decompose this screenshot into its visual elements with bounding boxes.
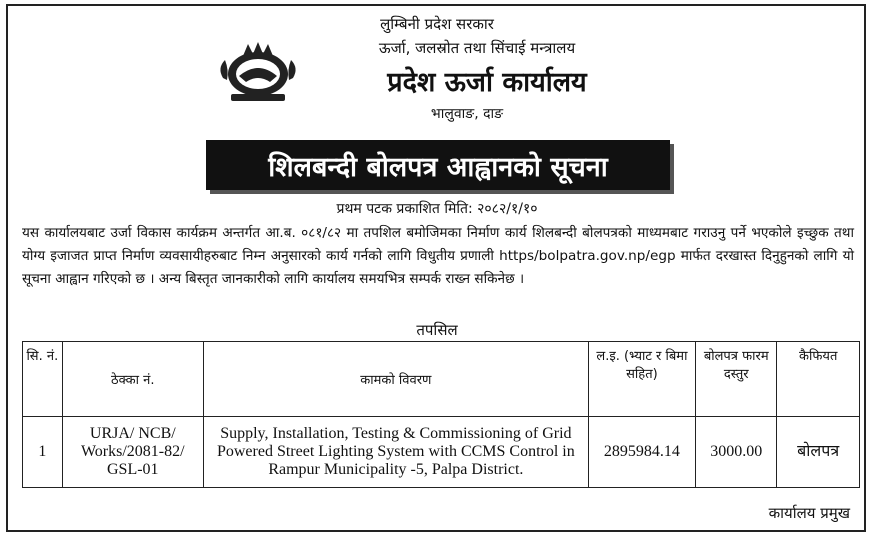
signature-office-chief: कार्यालय प्रमुख [768, 504, 850, 522]
notice-body: यस कार्यालयबाट उर्जा विकास कार्यक्रम अन्तर्गत आ.ब. ०८१/८२ मा तपशिल बमोजिमका निर्माण कार्य शिलबन्दी बोलपत्रको माध्यमबाट गराउनु पर्ने भएकोले इच्छुक तथा योग्य इजाजत प्राप्त निर्माण व्यवसायीहरुबाट निम्न अनुसारको कार्य गर्नको लागि विधुतीय प्रणाली https/bolpatra.gov.np/egp मार्फत दरखास्त दिनुहुनको लागि यो सूचना आह्वान गरिएको छ । अन्य बिस्तृत जानकारीको लागि कार्यालय समयभित्र सम्पर्क राख्न सकिनेछ । [22, 225, 854, 287]
table-row [23, 417, 860, 488]
notice-title: शिलबन्दी बोलपत्र आह्वानको सूचना [268, 151, 608, 183]
table-caption: तपसिल [416, 321, 458, 339]
header-contract-no: ठेक्का नं. [62, 342, 203, 417]
bid-details-table [22, 341, 860, 488]
header-form-fee: बोलपत्र फारम दस्तुर [696, 342, 777, 417]
cell-cost: 2895984.14 [588, 417, 695, 488]
cell-contract-no: URJA/ NCB/ Works/2081-82/ GSL-01 [62, 417, 203, 488]
cell-form-fee: 3000.00 [696, 417, 777, 488]
publication-date: प्रथम पटक प्रकाशित मिति: २०८२/१/१० [336, 201, 538, 217]
government-name: लुम्बिनी प्रदेश सरकार [380, 15, 494, 33]
office-location: भालुवाङ, दाङ [430, 106, 504, 122]
notice-title-banner [206, 140, 670, 190]
header-sn: सि. नं. [23, 342, 63, 417]
header-description: कामको विवरण [203, 342, 588, 417]
cell-remarks: बोलपत्र [777, 417, 860, 488]
header-cost: ल.इ. (भ्याट र बिमा सहित) [588, 342, 695, 417]
ministry-name: ऊर्जा, जलस्रोत तथा सिंचाई मन्त्रालय [378, 39, 576, 57]
header-remarks: कैफियत [777, 342, 860, 417]
cell-description: Supply, Installation, Testing & Commissioning of Grid Powered Street Lighting System with CCMS Control in Rampur Municipality -5, Palpa District. [203, 417, 588, 488]
table-header-row [23, 342, 860, 417]
office-name: प्रदेश ऊर्जा कार्यालय [387, 67, 587, 98]
cell-sn: 1 [23, 417, 63, 488]
